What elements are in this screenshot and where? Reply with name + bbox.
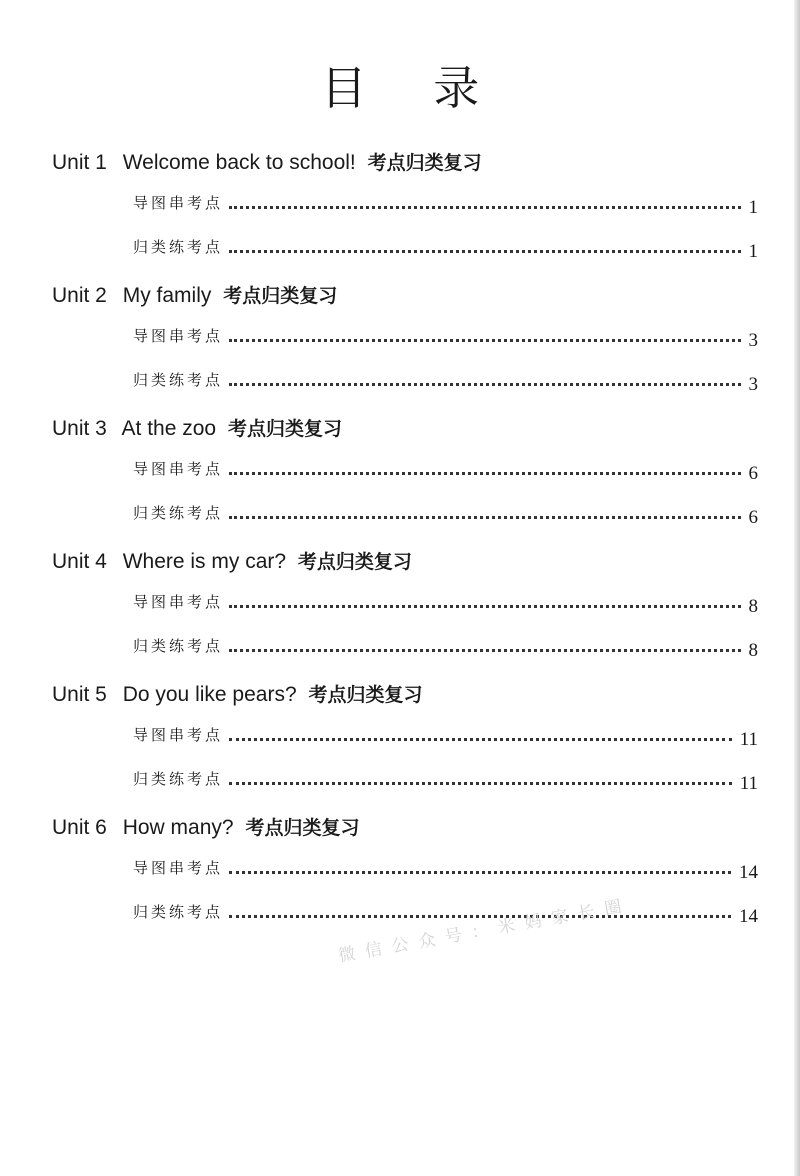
dot-leader (229, 206, 740, 209)
page-number: 3 (748, 330, 758, 351)
toc-entry[interactable] (133, 192, 758, 219)
page-number: 8 (748, 640, 758, 661)
unit-name: Do you like pears? (122, 683, 297, 706)
unit-name: Where is my car? (122, 550, 287, 573)
unit-heading (52, 813, 359, 840)
dot-leader (229, 516, 740, 519)
unit-number: Unit 1 (52, 151, 107, 174)
unit-suffix: 考点归类复习 (223, 285, 338, 307)
page-number: 6 (748, 507, 758, 528)
page-title: 目 录 (320, 61, 506, 115)
entry-label: 归类练考点 (133, 770, 224, 788)
watermark-stamp (318, 882, 633, 992)
unit-name: My family (122, 284, 212, 307)
unit-number: Unit 5 (52, 683, 107, 706)
page-number: 6 (748, 463, 758, 484)
unit-suffix: 考点归类复习 (245, 817, 360, 839)
dot-leader (229, 339, 740, 342)
toc-entry[interactable] (133, 724, 758, 751)
entry-label: 导图串考点 (133, 460, 224, 478)
unit-suffix: 考点归类复习 (367, 152, 482, 174)
unit-name: At the zoo (121, 417, 217, 440)
toc-entry[interactable] (133, 369, 758, 396)
dot-leader (229, 383, 740, 386)
dot-leader (229, 649, 740, 652)
entry-label: 归类练考点 (133, 371, 224, 389)
page-edge-shadow (794, 0, 800, 1176)
unit-suffix: 考点归类复习 (308, 684, 423, 706)
dot-leader (229, 605, 740, 608)
watermark-text: 微信公众号：米妈家长圈 (336, 895, 633, 967)
unit-heading (52, 414, 342, 441)
unit-heading (52, 680, 423, 707)
unit-number: Unit 6 (52, 816, 107, 839)
entry-label: 导图串考点 (133, 593, 224, 611)
dot-leader (229, 250, 740, 253)
entry-label: 导图串考点 (133, 859, 224, 877)
page-number: 3 (748, 374, 758, 395)
entry-label: 导图串考点 (133, 194, 224, 212)
unit-suffix: 考点归类复习 (297, 551, 412, 573)
dot-leader (229, 871, 731, 874)
page-number: 14 (739, 906, 758, 927)
toc-entry[interactable] (133, 325, 758, 352)
unit-number: Unit 3 (52, 417, 107, 440)
toc-entry[interactable] (133, 591, 758, 618)
page-number: 1 (748, 241, 758, 262)
page-number: 11 (739, 773, 758, 794)
entry-label: 归类练考点 (133, 504, 224, 522)
toc-entry[interactable] (133, 857, 758, 884)
unit-heading (52, 148, 482, 175)
toc-entry[interactable] (133, 635, 758, 662)
page-number: 8 (748, 596, 758, 617)
page-number: 14 (739, 862, 758, 883)
unit-name: Welcome back to school! (122, 151, 356, 174)
toc-entry[interactable] (133, 502, 758, 529)
dot-leader (229, 472, 740, 475)
unit-number: Unit 4 (52, 550, 107, 573)
unit-heading (52, 281, 337, 308)
unit-suffix: 考点归类复习 (227, 418, 342, 440)
entry-label: 归类练考点 (133, 903, 224, 921)
unit-heading (52, 547, 412, 574)
entry-label: 归类练考点 (133, 637, 224, 655)
dot-leader (229, 782, 732, 785)
toc-entry[interactable] (133, 236, 758, 263)
entry-label: 导图串考点 (133, 726, 224, 744)
dot-leader (229, 738, 732, 741)
unit-number: Unit 2 (52, 284, 107, 307)
toc-entry[interactable] (133, 458, 758, 485)
page-number: 11 (739, 729, 758, 750)
unit-name: How many? (122, 816, 234, 839)
entry-label: 导图串考点 (133, 327, 224, 345)
toc-entry[interactable] (133, 768, 758, 795)
page-number: 1 (748, 197, 758, 218)
entry-label: 归类练考点 (133, 238, 224, 256)
